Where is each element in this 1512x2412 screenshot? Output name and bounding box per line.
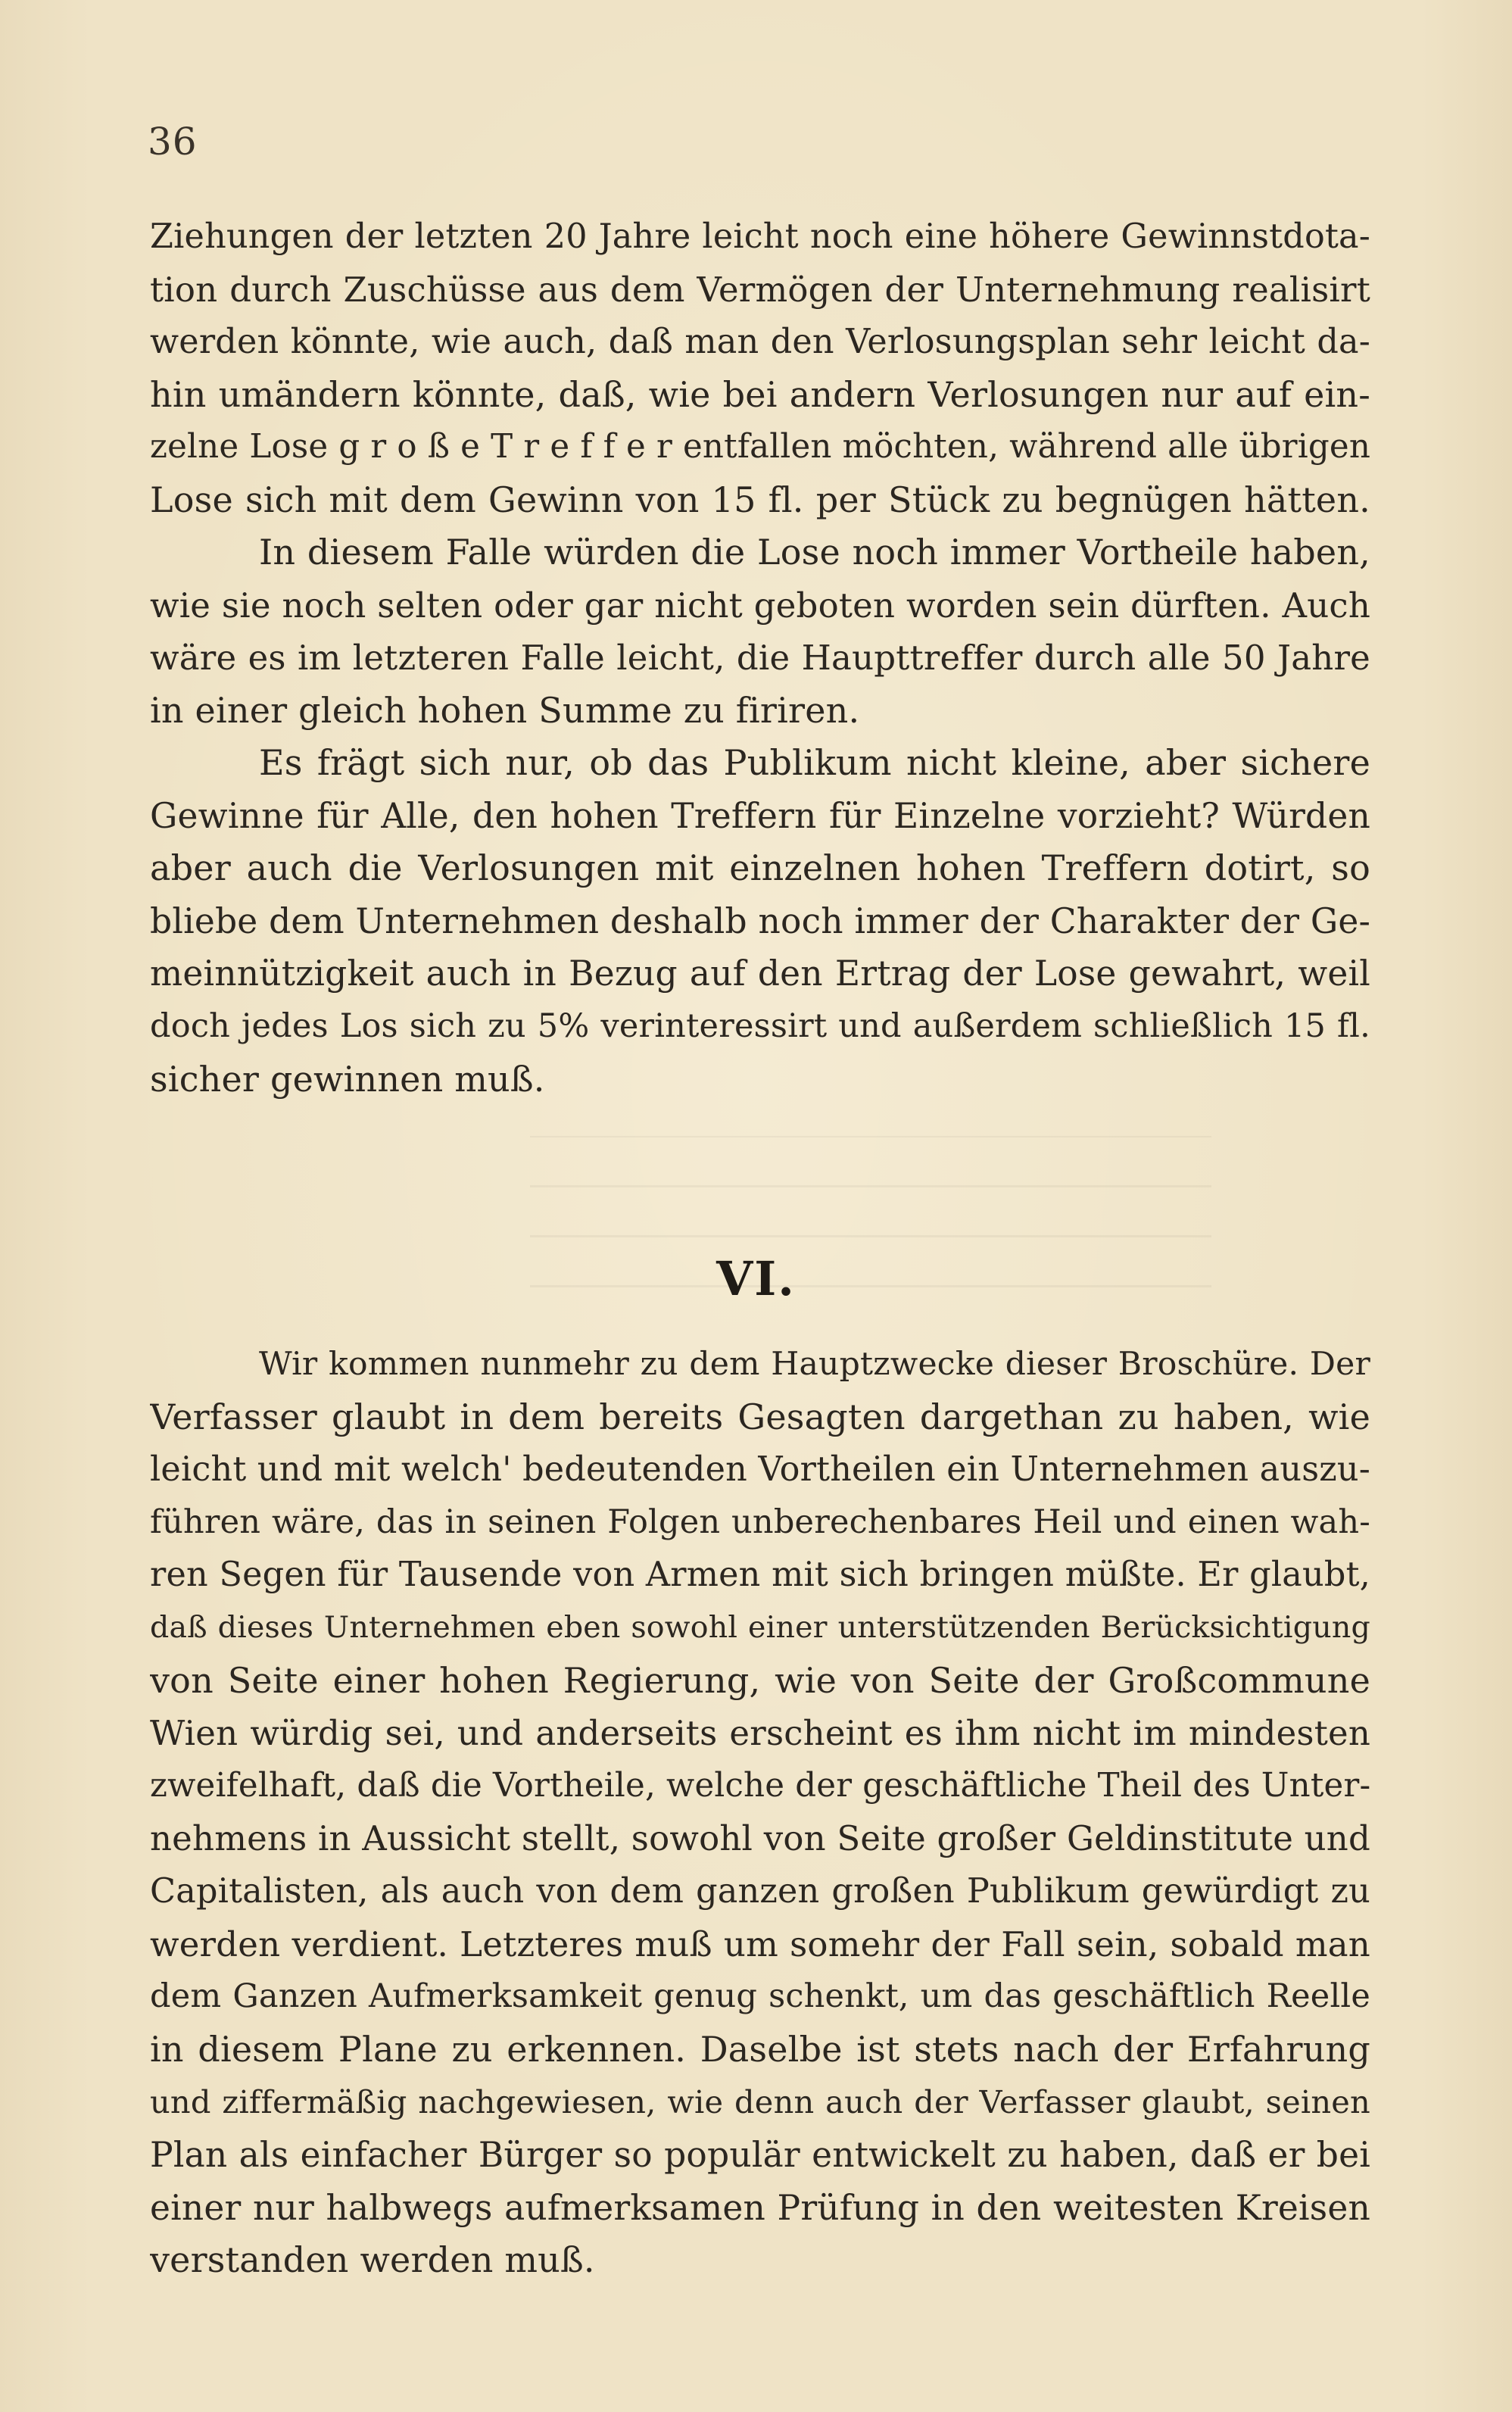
text-line: sicher gewinnen muß. [150, 1058, 545, 1100]
text-line: tion durch Zuschüsse aus dem Vermögen der Unternehmung realisirt [150, 269, 1370, 310]
paragraph-1 [150, 211, 1370, 527]
text-line: Es frägt sich nur, ob das Publikum nicht kleine, aber sichere [259, 742, 1370, 783]
paragraph-2 [150, 526, 1370, 737]
text-line: doch jedes Los sich zu 5% verinteressirt und außerdem schließlich 15 fl. [150, 1006, 1370, 1045]
text-line: von Seite einer hohen Regierung, wie von Seite der Großcommune [150, 1659, 1370, 1701]
text-line: Lose sich mit dem Gewinn von 15 fl. per Stück zu begnügen hätten. [150, 479, 1370, 520]
text-line: daß dieses Unternehmen eben sowohl einer unterstützenden Berücksichtigung [150, 1609, 1370, 1645]
section-heading: VI. [716, 1251, 796, 1306]
text-line: werden könnte, wie auch, daß man den Verlosungsplan sehr leicht da- [150, 323, 1370, 362]
text-line: einer nur halbwegs aufmerksamen Prüfung in den weitesten Kreisen [150, 2187, 1370, 2228]
text-line: nehmens in Aussicht stellt, sowohl von Seite großer Geldinstitute und [150, 1818, 1370, 1859]
text-line: meinnützigkeit auch in Bezug auf den Ertrag der Lose gewahrt, weil [150, 953, 1370, 994]
text-line: Verfasser glaubt in dem bereits Gesagten dargethan zu haben, wie [150, 1396, 1370, 1437]
text-line: Ziehungen der letzten 20 Jahre leicht noch eine höhere Gewinnstdota- [150, 217, 1370, 256]
text-line: hin umändern könnte, daß, wie bei andern Verlosungen nur auf ein- [150, 373, 1370, 415]
text-line: ren Segen für Tausende von Armen mit sich bringen müßte. Er glaubt, [150, 1555, 1370, 1595]
text-line: Wien würdig sei, und anderseits erscheint es ihm nicht im mindesten [150, 1713, 1370, 1754]
text-line: zelne Lose g r o ß e T r e f f e r entfallen möchten, während alle übrigen [150, 428, 1370, 466]
text-line: bliebe dem Unternehmen deshalb noch immer der Charakter der Ge- [150, 900, 1370, 941]
text-line: und ziffermäßig nachgewiesen, wie denn auch der Verfasser glaubt, seinen [150, 2083, 1370, 2121]
text-line: verstanden werden muß. [150, 2239, 595, 2281]
text-line: zweifelhaft, daß die Vortheile, welche der geschäftliche Theil des Unter- [150, 1766, 1370, 1805]
text-line: in diesem Plane zu erkennen. Daselbe ist stets nach der Erfahrung [150, 2028, 1370, 2070]
page-number: 36 [148, 120, 198, 164]
text-line: wie sie noch selten oder gar nicht geboten worden sein dürften. Auch [150, 585, 1370, 626]
text-line: führen wäre, das in seinen Folgen unberechenbares Heil und einen wah- [150, 1502, 1370, 1541]
text-line: Capitalisten, als auch von dem ganzen großen Publikum gewürdigt zu [150, 1871, 1370, 1911]
text-line: in einer gleich hohen Summe zu firiren. [150, 689, 860, 731]
text-line: Plan als einfacher Bürger so populär entwickelt zu haben, daß er bei [150, 2134, 1370, 2175]
text-line: dem Ganzen Aufmerksamkeit genug schenkt, um das geschäftlich Reelle [150, 1977, 1370, 2016]
text-line: aber auch die Verlosungen mit einzelnen hohen Treffern dotirt, so [150, 847, 1370, 889]
text-line: werden verdient. Letzteres muß um somehr der Fall sein, sobald man [150, 1924, 1370, 1964]
text-line: leicht und mit welch' bedeutenden Vortheilen ein Unternehmen auszu- [150, 1450, 1370, 1490]
text-line: In diesem Falle würden die Lose noch immer Vortheile haben, [259, 532, 1370, 573]
text-line: wäre es im letzteren Falle leicht, die Haupttreffer durch alle 50 Jahre [150, 638, 1370, 679]
text-line: Gewinne für Alle, den hohen Treffern für Einzelne vorzieht? Würden [150, 795, 1370, 836]
text-line: Wir kommen nunmehr zu dem Hauptzwecke dieser Broschüre. Der [259, 1346, 1370, 1383]
section-paragraph [150, 1338, 1370, 2287]
paragraph-3 [150, 737, 1370, 1106]
